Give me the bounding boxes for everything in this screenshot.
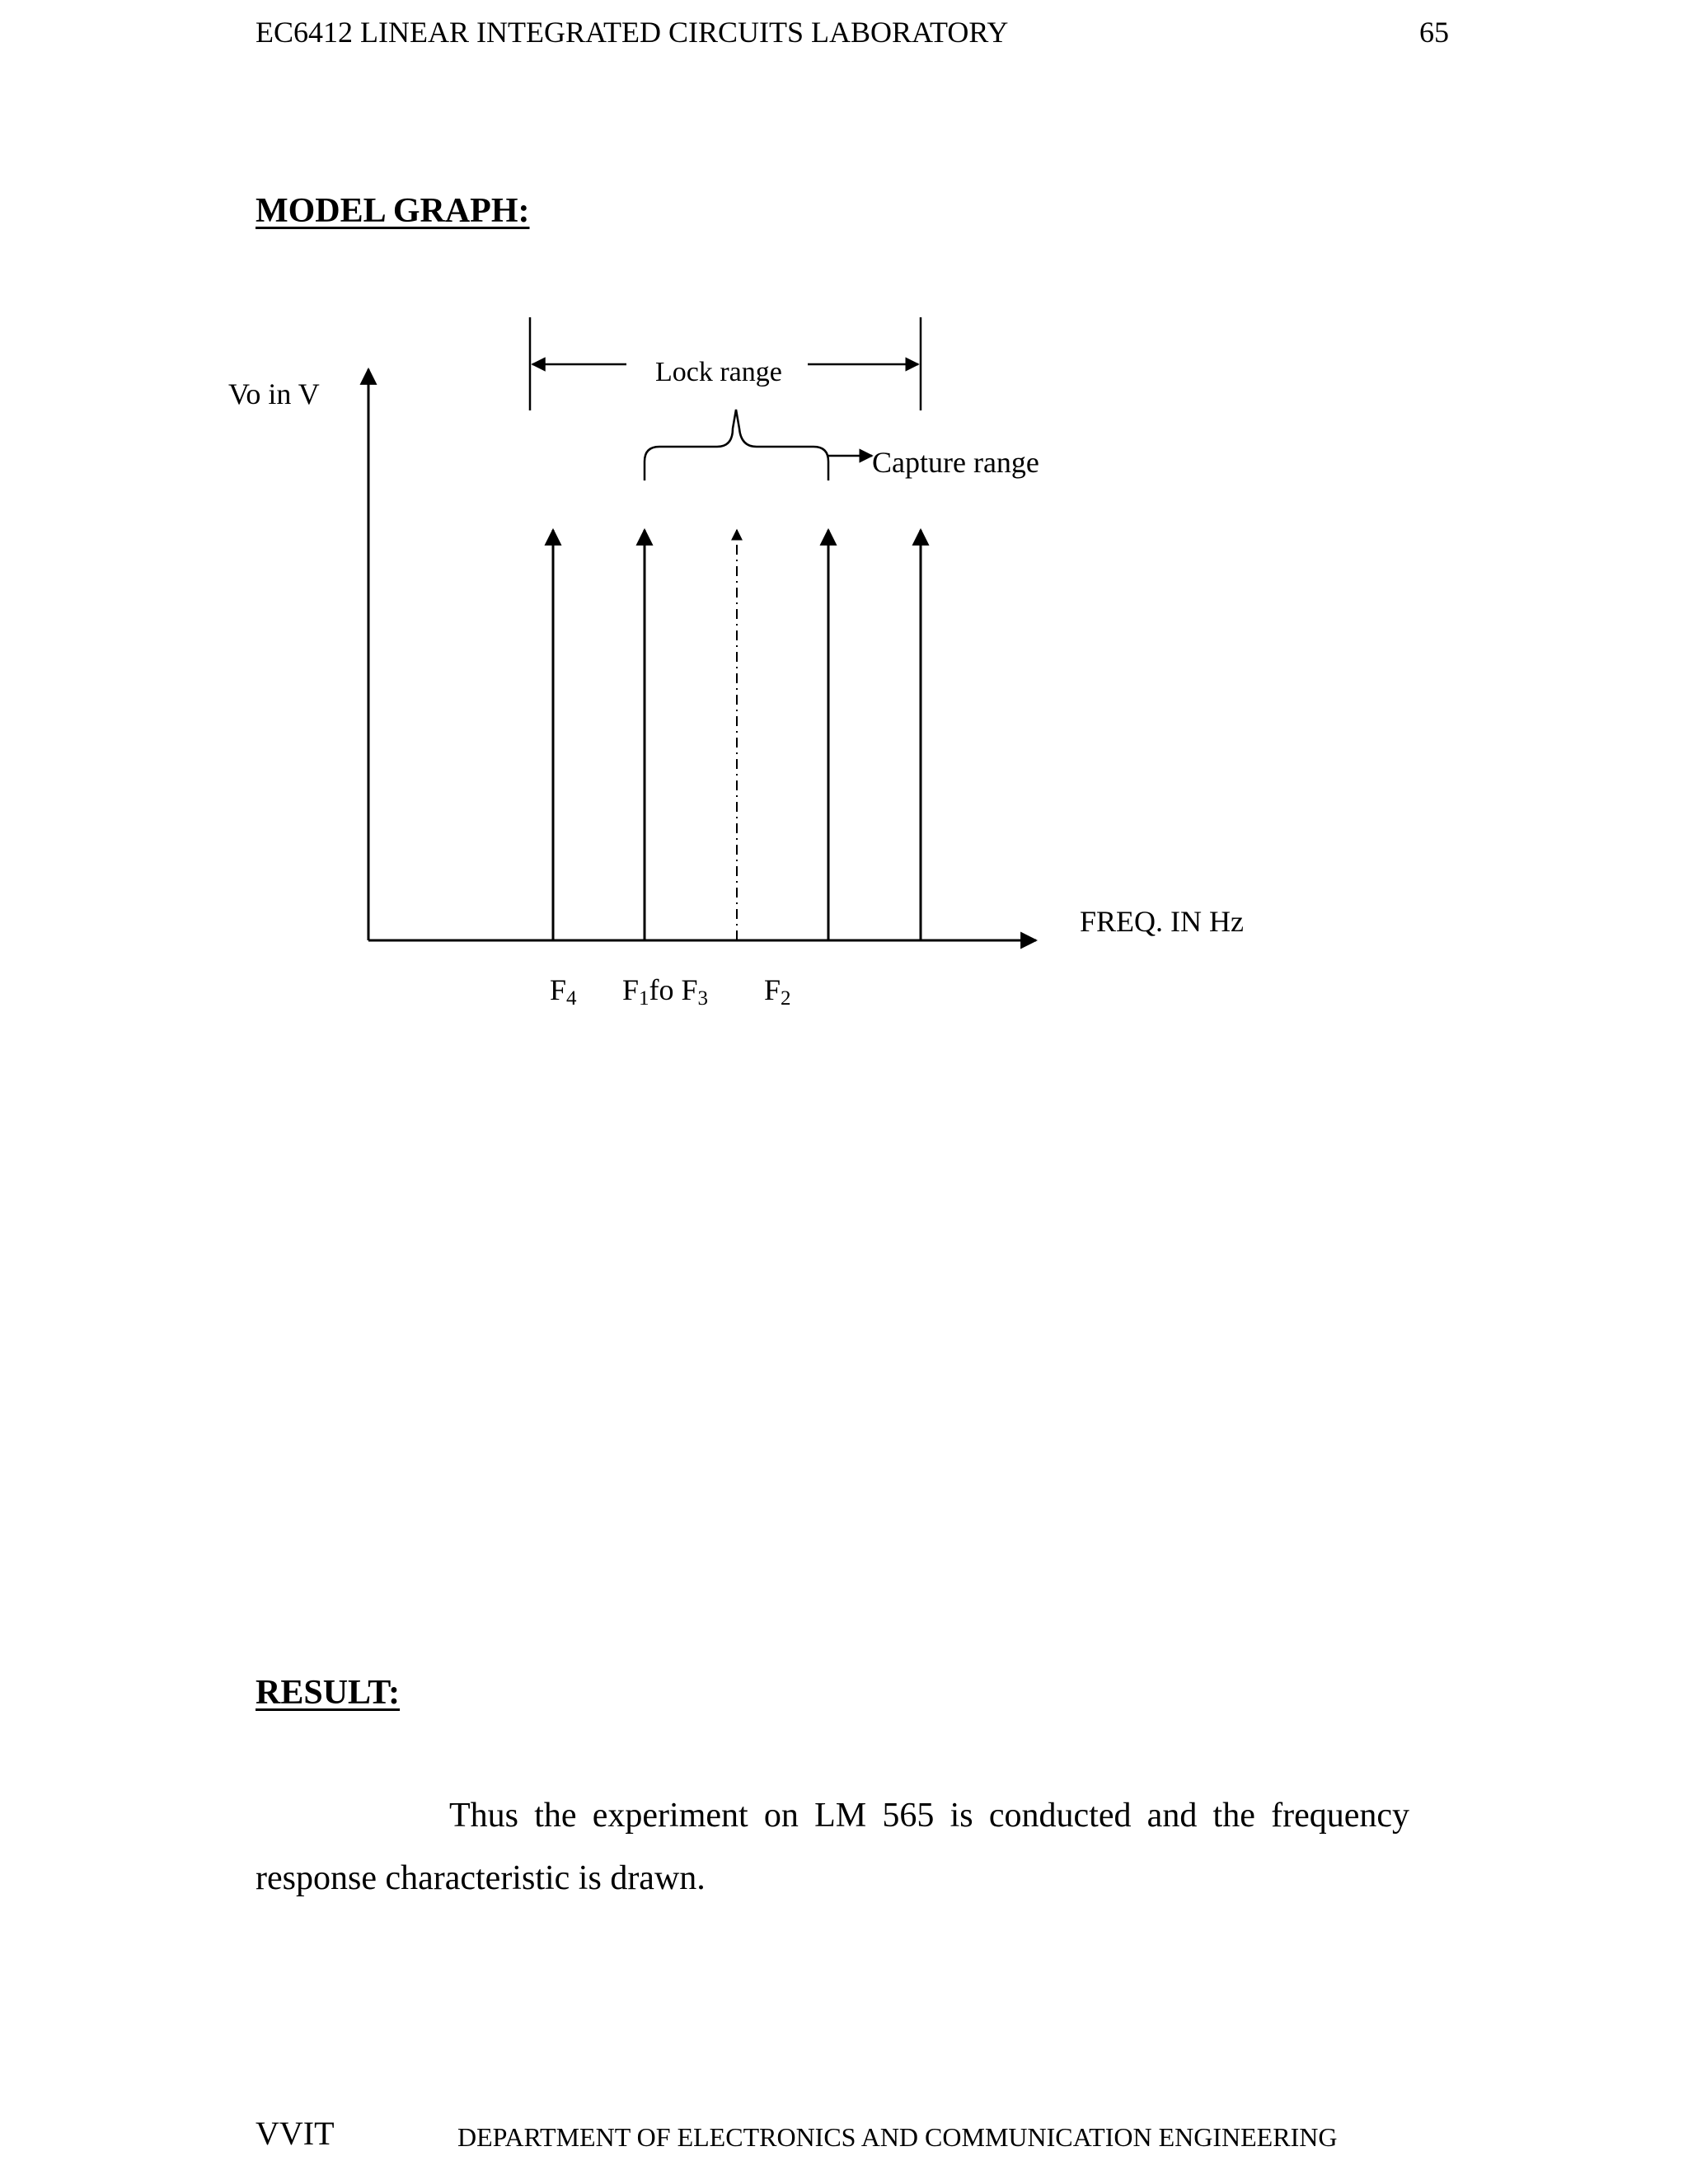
page-number: 65 [1419,16,1449,49]
result-heading: RESULT: [256,1674,401,1712]
f1-fo-f3-label: F1fo F3 [622,973,709,1010]
footer-department: DEPARTMENT OF ELECTRONICS AND COMMUNICATION ENGINEERING [457,2122,1338,2152]
capture-range-label: Capture range [872,446,1039,479]
f2-label: F2 [764,973,791,1010]
result-line-1: Thus the experiment on LM 565 is conducted and the frequency [449,1797,1409,1835]
result-paragraph [256,1784,1409,1910]
result-line-2: response characteristic is drawn. [256,1859,706,1897]
footer-institute: VVIT [256,2115,335,2152]
model-graph-heading: MODEL GRAPH: [256,192,530,230]
model-graph [0,0,1688,1071]
y-axis-label: Vo in V [228,377,320,410]
lock-range-label: Lock range [655,357,782,387]
header-title: EC6412 LINEAR INTEGRATED CIRCUITS LABORATORY [256,16,1009,49]
f4-label: F4 [550,973,577,1010]
capture-range-brace [645,410,828,480]
x-axis-label: FREQ. IN Hz [1080,905,1244,938]
